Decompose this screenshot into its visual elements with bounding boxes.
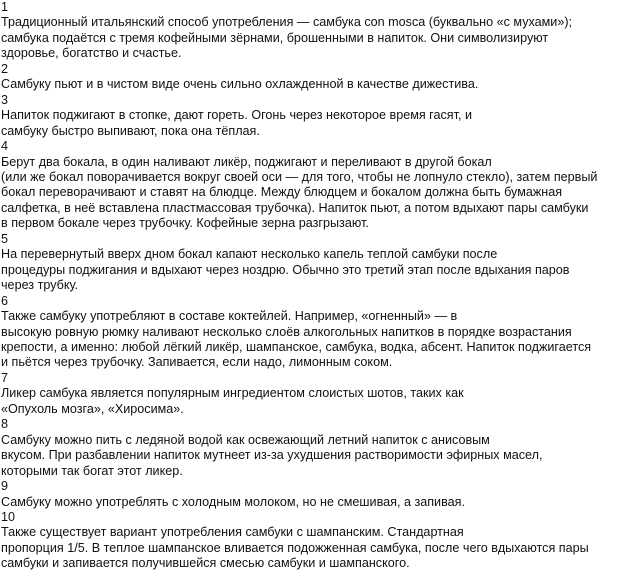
paragraph-line: Ликер самбука является популярным ингредиентом слоистых шотов, таких как (1, 386, 464, 401)
paragraph-line: самбука подаётся с тремя кофейными зёрнами, брошенными в напиток. Они символизируют (1, 30, 549, 45)
paragraph-line: в первом бокале через трубочку. Кофейные зерна разгрызают. (1, 216, 369, 231)
paragraph-line: высокую ровную рюмку наливают несколько слоёв алкогольных напитков в порядке возрастания (1, 324, 572, 339)
paragraph-line: вкусом. При разбавлении напиток мутнеет из-за ухудшения растворимости эфирных масел, (1, 448, 543, 463)
list-item (1, 232, 635, 294)
item-number: 4 (1, 139, 9, 154)
list-item (1, 417, 635, 479)
paragraph-line: Самбуку пьют и в чистом виде очень сильно охлажденной в качестве дижестива. (1, 77, 479, 92)
item-number: 9 (1, 479, 9, 494)
paragraph-line: Самбуку можно пить с ледяной водой как освежающий летний напиток с анисовым (1, 432, 490, 447)
paragraph-line: (или же бокал поворачивается вокруг своей оси — для того, чтобы не лопнуло стекло), затем первый (1, 169, 598, 184)
paragraph-line: которыми так богат этот ликер. (1, 463, 183, 478)
list-item (1, 371, 635, 417)
paragraph-line: салфетка, в неё вставлена пластмассовая трубочка). Напиток пьют, а потом вдыхают пары самбуки (1, 200, 589, 215)
list-item (1, 93, 635, 139)
paragraph-line: крепости, а именно: любой лёгкий ликёр, шампанское, самбука, водка, абсент. Напиток поджигается (1, 339, 592, 354)
item-number: 3 (1, 92, 9, 107)
paragraph-line: и пьётся через трубочку. Запивается, если надо, лимонным соком. (1, 355, 393, 370)
item-number: 6 (1, 293, 9, 308)
paragraph-line: Самбуку можно употреблять с холодным молоком, но не смешивая, а запивая. (1, 494, 465, 509)
paragraph-line: «Опухоль мозга», «Хиросима». (1, 401, 184, 416)
item-number: 2 (1, 61, 9, 76)
item-number: 1 (1, 0, 9, 14)
paragraph-line: самбуки и запивается получившейся смесью самбуки и шампанского. (1, 556, 410, 571)
list-item (1, 0, 635, 62)
paragraph-line: пропорция 1/5. В теплое шампанское вливается подожженная самбука, после чего вдыхаются пары (1, 540, 589, 555)
item-number: 7 (1, 370, 9, 385)
item-number: 8 (1, 417, 9, 432)
item-number: 10 (1, 509, 16, 524)
list-item (1, 510, 635, 572)
list-item (1, 479, 635, 510)
paragraph-line: самбуку быстро выпивают, пока она тёплая. (1, 123, 260, 138)
paragraph-line: бокал переворачивают и ставят на блюдце. Между блюдцем и бокалом должна быть бумажная (1, 185, 563, 200)
paragraph-line: Также самбуку употребляют в составе коктейлей. Например, «огненный» — в (1, 309, 458, 324)
paragraph-line: Также существует вариант употребления самбуки с шампанским. Стандартная (1, 525, 464, 540)
item-number: 5 (1, 231, 9, 246)
list-item (1, 294, 635, 371)
paragraph-line: Берут два бокала, в один наливают ликёр, поджигают и переливают в другой бокал (1, 154, 492, 169)
paragraph-line: через трубку. (1, 278, 79, 293)
list-item (1, 62, 635, 93)
paragraph-line: Напиток поджигают в стопке, дают гореть. Огонь через некоторое время гасят, и (1, 108, 473, 123)
paragraph-line: здоровье, богатство и счастье. (1, 46, 182, 61)
list-item (1, 139, 635, 232)
paragraph-line: Традиционный итальянский способ употребления — самбука con mosca (буквально «с мухами»); (1, 15, 573, 30)
document-body (1, 0, 635, 572)
paragraph-line: На перевернутый вверх дном бокал капают несколько капель теплой самбуки после (1, 247, 498, 262)
paragraph-line: процедуры поджигания и вдыхают через ноздрю. Обычно это третий этап после вдыхания паров (1, 262, 570, 277)
